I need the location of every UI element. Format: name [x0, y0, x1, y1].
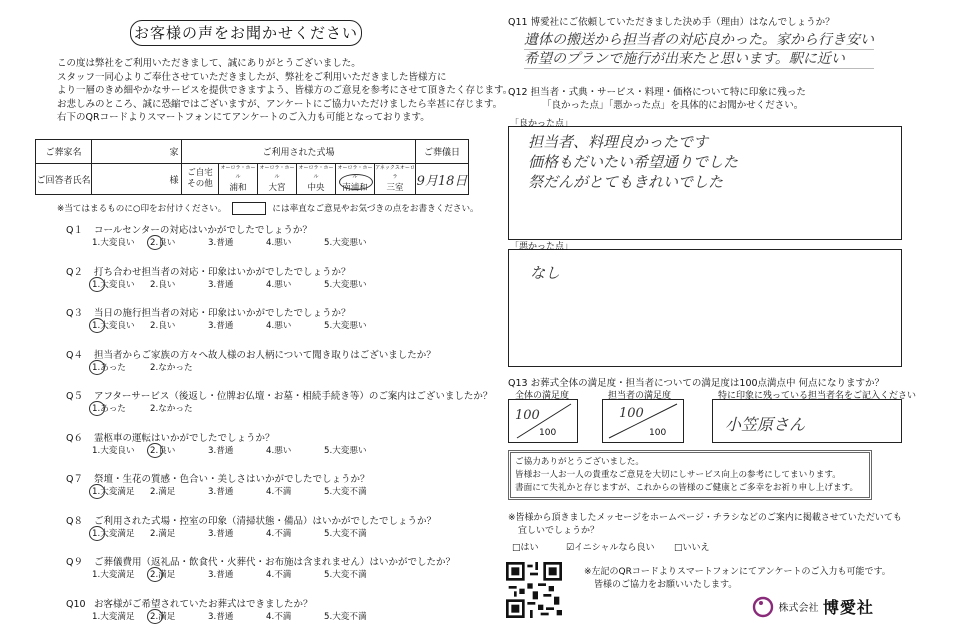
answer-option-selected[interactable]: 1.あった [92, 363, 126, 373]
staff-max: 100 [649, 428, 667, 438]
venue-bottom: 三室 [386, 183, 404, 193]
publish-yes[interactable]: □はい [512, 543, 539, 553]
venue-bottom: 浦和 [229, 183, 247, 193]
company-mark-icon [752, 596, 774, 618]
q12-text [508, 86, 806, 112]
staff-score-box[interactable] [602, 399, 684, 443]
venue-top: オーロラ・ホール [259, 165, 295, 180]
answer-options [92, 278, 382, 290]
venue-bottom: 中央 [307, 183, 325, 193]
venue-bottom: その他 [187, 179, 213, 189]
family-suffix: 家 [167, 140, 182, 164]
answer-option[interactable]: 3.普通 [208, 321, 234, 331]
question-text: コールセンターの対応はいかがでしたでしょうか？ [94, 225, 312, 236]
selection-circle [147, 609, 163, 624]
venue-bottom: 南浦和 [342, 183, 368, 193]
answer-option[interactable]: 4.悪い [266, 238, 292, 248]
answer-option-selected[interactable]: 2.満足 [150, 612, 176, 622]
venue-option[interactable] [297, 164, 336, 195]
answer-option[interactable]: 5.大変不満 [324, 570, 367, 580]
question [66, 596, 313, 610]
question [66, 388, 492, 402]
answer-option[interactable]: 3.普通 [208, 238, 234, 248]
qr-line: ※左記のQRコードよりスマートフォンにてアンケートのご入力も可能です。 [584, 567, 891, 577]
q11-text: Q11 博愛社にご依頼していただきました決め手（理由）はなんでしょうか？ [508, 17, 835, 28]
question-text: ご利用された式場・控室の印象（清掃状態・備品）はいかがでしたでしょうか？ [94, 516, 437, 527]
question [66, 305, 351, 319]
question-number: Q９ [66, 557, 83, 568]
staff-label: 担当者の満足度 [608, 391, 672, 401]
selection-circle [89, 360, 105, 375]
selection-circle [89, 401, 105, 416]
venue-top: オーロラ・ホール [298, 165, 334, 180]
overall-max: 100 [539, 428, 557, 438]
family-name-field[interactable] [92, 140, 168, 164]
answer-option-selected[interactable]: 2.満足 [150, 570, 176, 580]
answer-option-selected[interactable]: 1.大変満足 [92, 529, 135, 539]
q11-answer[interactable] [524, 31, 874, 69]
info-table [35, 139, 469, 195]
good-answer-line: 担当者、料理良かったです [528, 133, 709, 151]
question-number: Q３ [66, 308, 83, 319]
answer-option-selected[interactable]: 2.良い [150, 446, 176, 456]
answer-option[interactable]: 1.大変満足 [92, 612, 135, 622]
answer-option[interactable]: 2.なかった [150, 363, 193, 373]
answer-option-selected[interactable]: 1.あった [92, 404, 126, 414]
answer-option-selected[interactable]: 2.良い [150, 238, 176, 248]
overall-score-box[interactable] [508, 399, 578, 443]
answer-option[interactable]: 1.大変良い [92, 238, 135, 248]
answer-option[interactable]: 3.普通 [208, 570, 234, 580]
page-title: お客様の声をお聞かせください [130, 20, 362, 46]
answer-option[interactable]: 5.大変悪い [324, 280, 367, 290]
thanks-line: ご協力ありがとうございました。 [515, 457, 644, 467]
answer-option-selected[interactable]: 1.大変良い [92, 280, 135, 290]
overall-label: 全体の満足度 [515, 391, 570, 401]
answer-options [92, 444, 382, 456]
q12-line: 「良かった点」「悪かった点」を具体的にお聞かせください。 [542, 100, 804, 111]
answer-options [92, 236, 382, 248]
answer-option[interactable]: 3.普通 [208, 529, 234, 539]
question-number: Q８ [66, 516, 83, 527]
venue-option[interactable] [219, 164, 258, 195]
venue-top: アネックスオーロラ [375, 165, 415, 180]
q13-text: Q13 お葬式全体の満足度・担当者についての満足度は100点満点中 何点になりますか？ [508, 378, 885, 389]
question [66, 471, 370, 485]
answer-option[interactable]: 4.不満 [266, 487, 292, 497]
answer-option[interactable]: 2.満足 [150, 529, 176, 539]
instruction-note [57, 202, 479, 215]
answer-option[interactable]: 5.大変悪い [324, 238, 367, 248]
answer-option[interactable]: 5.大変悪い [324, 321, 367, 331]
staff-score: 100 [619, 406, 644, 421]
overall-score: 100 [515, 408, 540, 423]
intro-line: お悲しみのところ、誠に恐縮ではございますが、アンケートにご協力いただけましたら幸甚に存じます。 [57, 98, 503, 110]
staff-name-box[interactable] [712, 399, 902, 443]
respondent-label: ご回答者氏名 [36, 164, 92, 195]
question-number: Q１ [66, 225, 83, 236]
question-text: 担当者からご家族の方々へ故人様のお人柄について聞き取りはございましたか？ [94, 350, 436, 361]
publish-line: ※皆様から頂きましたメッセージをホームページ・チラシなどのご案内に掲載させていただいても [508, 513, 902, 523]
venue-top: ご自宅 [187, 168, 213, 178]
intro-line: スタッフ一同心よりご奉仕させていただきましたが、弊社をご利用いただきました皆様方に [57, 71, 447, 83]
venue-option[interactable] [258, 164, 297, 195]
question [66, 222, 312, 236]
question-text: アフターサービス（後返し・位牌お仏壇・お墓・相続手続き等）のご案内はございましたか？ [94, 391, 493, 402]
q11-answer-line: 希望のプランで施行が出来たと思います。駅に近い [524, 50, 874, 69]
selection-circle [89, 318, 105, 333]
answer-options [92, 568, 382, 580]
respondent-name-field[interactable] [92, 164, 168, 195]
selection-circle [89, 277, 105, 292]
question-text: 霊柩車の運転はいかがでしたでしょうか？ [94, 433, 275, 444]
question-text: 祭壇・生花の質感・色合い・美しさはいかがでしたでしょうか？ [94, 474, 370, 485]
selection-circle [89, 526, 105, 541]
answer-option-selected[interactable]: 1.大変満足 [92, 487, 135, 497]
question-text: ご葬儀費用（返礼品・飲食代・火葬代・お布施は含まれません）はいかがでしたか？ [94, 557, 456, 568]
note-after: には率直なご意見やお気づきの点をお書きください。 [272, 204, 479, 214]
q11-answer-line: 遺体の搬送から担当者の対応良かった。家から行き安い [524, 32, 874, 48]
answer-option[interactable]: 3.普通 [208, 612, 234, 622]
answer-option[interactable]: 2.満足 [150, 487, 176, 497]
question-number: Q７ [66, 474, 83, 485]
question [66, 264, 351, 278]
answer-option[interactable]: 3.普通 [208, 446, 234, 456]
question [66, 554, 455, 568]
answer-option[interactable]: 2.良い [150, 280, 176, 290]
question-number: Q５ [66, 391, 83, 402]
answer-option[interactable]: 2.なかった [150, 404, 193, 414]
company-name: 博愛社 [822, 598, 874, 617]
answer-option[interactable]: 5.大変悪い [324, 446, 367, 456]
intro-line: より一層のきめ細やかなサービスを提供できますよう、皆様方のご意見を参考にさせて頂きたく存じます。 [57, 85, 513, 97]
venue-top: オーロラ・ホール [337, 165, 373, 180]
company-logo [752, 595, 874, 618]
answer-option[interactable]: 5.大変不満 [324, 529, 367, 539]
answer-options [92, 527, 382, 539]
selection-circle [147, 567, 163, 582]
answer-option[interactable]: 3.普通 [208, 487, 234, 497]
bad-label: 「悪かった点」 [510, 242, 574, 252]
question-text: お客様がご希望されていたお葬式はできましたか？ [94, 599, 313, 610]
bad-points-box[interactable] [508, 249, 902, 367]
family-label: ご葬家名 [36, 140, 92, 164]
publish-no[interactable]: □いいえ [674, 543, 710, 553]
answer-option[interactable]: 5.大変不満 [324, 487, 367, 497]
q12-line: Q12 担当者・式典・サービス・料理・価格について特に印象に残った [508, 87, 806, 98]
qr-line: 皆様のご協力をお願いいたします。 [594, 580, 738, 590]
question-number: Q６ [66, 433, 83, 444]
answer-option-selected[interactable]: 1.大変良い [92, 321, 135, 331]
selection-circle [147, 443, 163, 458]
venue-bottom: 大宮 [268, 183, 286, 193]
staff-name: 小笠原さん [725, 415, 806, 434]
company-prefix: 株式会社 [778, 603, 819, 614]
venue-top: オーロラ・ホール [220, 165, 256, 180]
answer-option[interactable]: 4.悪い [266, 446, 292, 456]
good-answer-line: 価格もだいたい希望通りでした [528, 153, 739, 171]
note-box-icon [232, 202, 266, 215]
venue-option-selected[interactable] [336, 164, 375, 195]
intro-text [57, 57, 512, 125]
note-before: ※当てはまるものに○印をお付けください。 [57, 204, 227, 214]
question [66, 430, 275, 444]
publish-initials[interactable]: ☑イニシャルなら良い [566, 543, 655, 553]
answer-option[interactable]: 3.普通 [208, 280, 234, 290]
answer-option[interactable]: 1.大変満足 [92, 570, 135, 580]
date-value[interactable]: 9月18日 [416, 164, 469, 195]
answer-option[interactable]: 4.悪い [266, 280, 292, 290]
answer-option[interactable]: 1.大変良い [92, 446, 135, 456]
answer-option[interactable]: 4.不満 [266, 570, 292, 580]
question [66, 513, 436, 527]
thanks-line: 書面にて失礼かと存じますが、これからの皆様のご健康とご多幸をお祈り申し上げます。 [515, 483, 859, 493]
good-label: 「良かった点」 [510, 119, 574, 129]
answer-option[interactable]: 4.不満 [266, 529, 292, 539]
answer-option[interactable]: 5.大変不満 [324, 612, 367, 622]
question-text: 当日の施行担当者の対応・印象はいかがでしたでしょうか？ [94, 308, 351, 319]
answer-option[interactable]: 2.良い [150, 321, 176, 331]
thanks-box [508, 450, 872, 500]
date-header: ご葬儀日 [416, 140, 469, 164]
good-answer-line: 祭だんがとてもきれいでした [528, 173, 724, 191]
intro-line: 右下のQRコードよりスマートフォンにてアンケートのご入力も可能となっております。 [57, 112, 430, 124]
publish-line: 宜しいでしょうか？ [518, 526, 600, 536]
selection-circle [339, 174, 373, 190]
venue-option[interactable] [182, 164, 219, 195]
question [66, 347, 436, 361]
answer-options [92, 402, 208, 414]
venue-option[interactable] [375, 164, 416, 195]
venue-header: ご利用された式場 [182, 140, 416, 164]
question-number: Q10 [66, 599, 86, 610]
intro-line: この度は弊社をご利用いただきまして、誠にありがとうございました。 [57, 58, 361, 69]
good-answer [528, 132, 738, 192]
answer-option[interactable]: 4.悪い [266, 321, 292, 331]
qr-instructions [584, 566, 891, 592]
qr-code-icon[interactable] [506, 562, 562, 618]
answer-options [92, 361, 208, 373]
publish-options [512, 540, 710, 553]
answer-options [92, 485, 382, 497]
selection-circle [147, 235, 163, 250]
publish-question [508, 512, 902, 538]
thanks-line: 皆様お一人お一人の貴重なご意見を大切にしサービス向上の参考にしてまいります。 [515, 470, 841, 480]
selection-circle [89, 484, 105, 499]
answer-options [92, 610, 382, 622]
answer-options [92, 319, 382, 331]
question-text: 打ち合わせ担当者の対応・印象はいかがでしたでしょうか？ [94, 267, 351, 278]
question-number: Q４ [66, 350, 83, 361]
answer-option[interactable]: 4.不満 [266, 612, 292, 622]
question-number: Q２ [66, 267, 83, 278]
name-label: 特に印象に残っている担当者名をご記入ください [718, 391, 917, 401]
bad-answer: なし [530, 264, 561, 282]
respondent-suffix: 様 [167, 164, 182, 195]
